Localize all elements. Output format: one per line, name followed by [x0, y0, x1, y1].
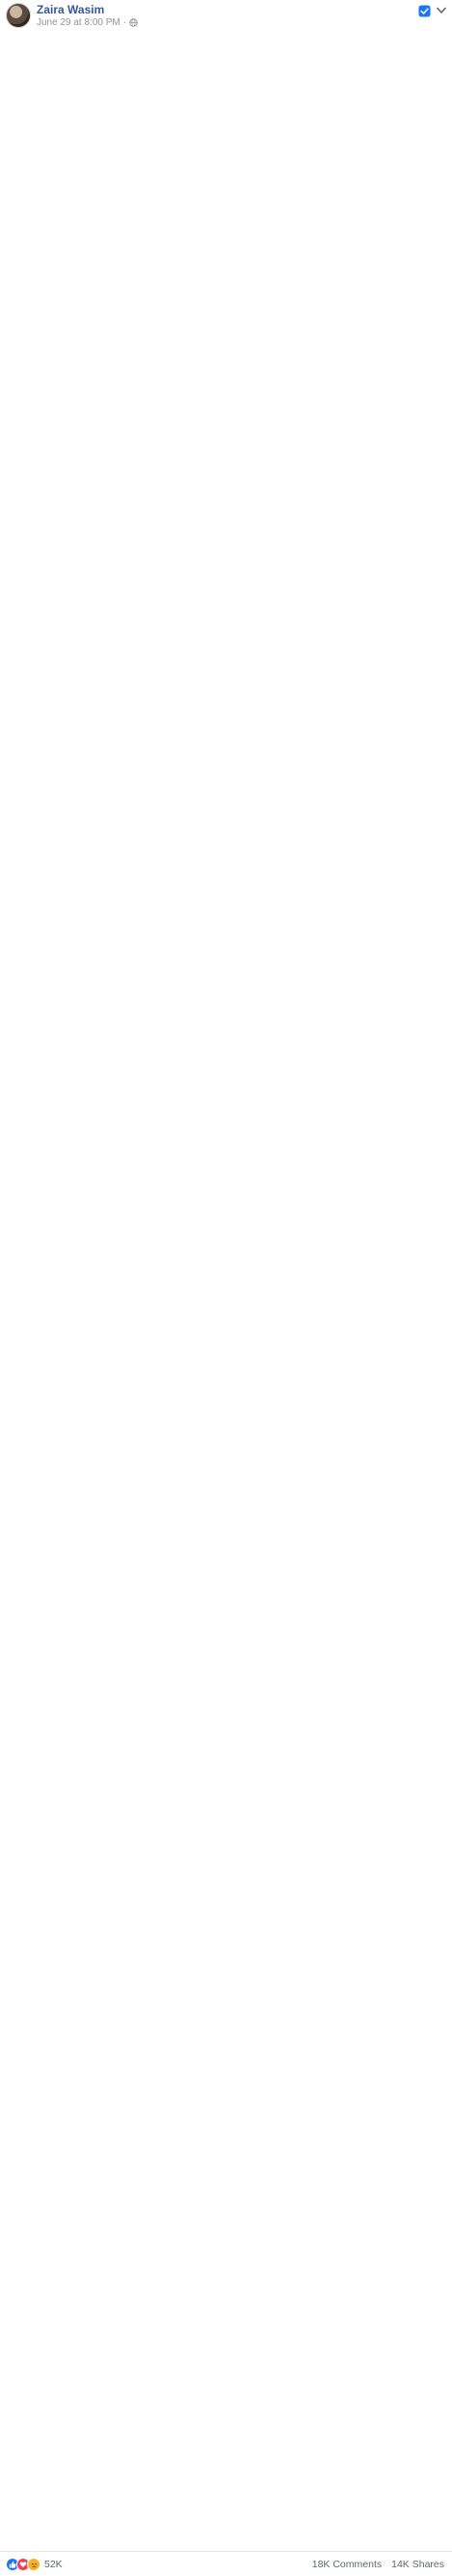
reaction-count: 52K: [44, 2559, 63, 2570]
author-avatar[interactable]: [6, 3, 31, 28]
reaction-summary[interactable]: [6, 2558, 63, 2571]
globe-icon[interactable]: [129, 18, 138, 27]
comments-count[interactable]: 18K Comments: [311, 2559, 383, 2570]
verified-badge-icon: [418, 5, 431, 17]
engagement-counts: [312, 2559, 444, 2570]
meta-separator: ·: [122, 17, 127, 28]
shares-count[interactable]: 14K Shares: [391, 2559, 444, 2570]
post-timestamp[interactable]: June 29 at 8:00 PM: [37, 17, 120, 28]
post-footer: [0, 2551, 452, 2576]
author-name[interactable]: Zaira Wasim: [37, 3, 105, 16]
post-meta: [37, 17, 138, 28]
post-body: [3, 34, 449, 2539]
post-header: [0, 0, 452, 33]
sad-icon: [27, 2558, 40, 2571]
chevron-down-icon[interactable]: [437, 7, 446, 14]
